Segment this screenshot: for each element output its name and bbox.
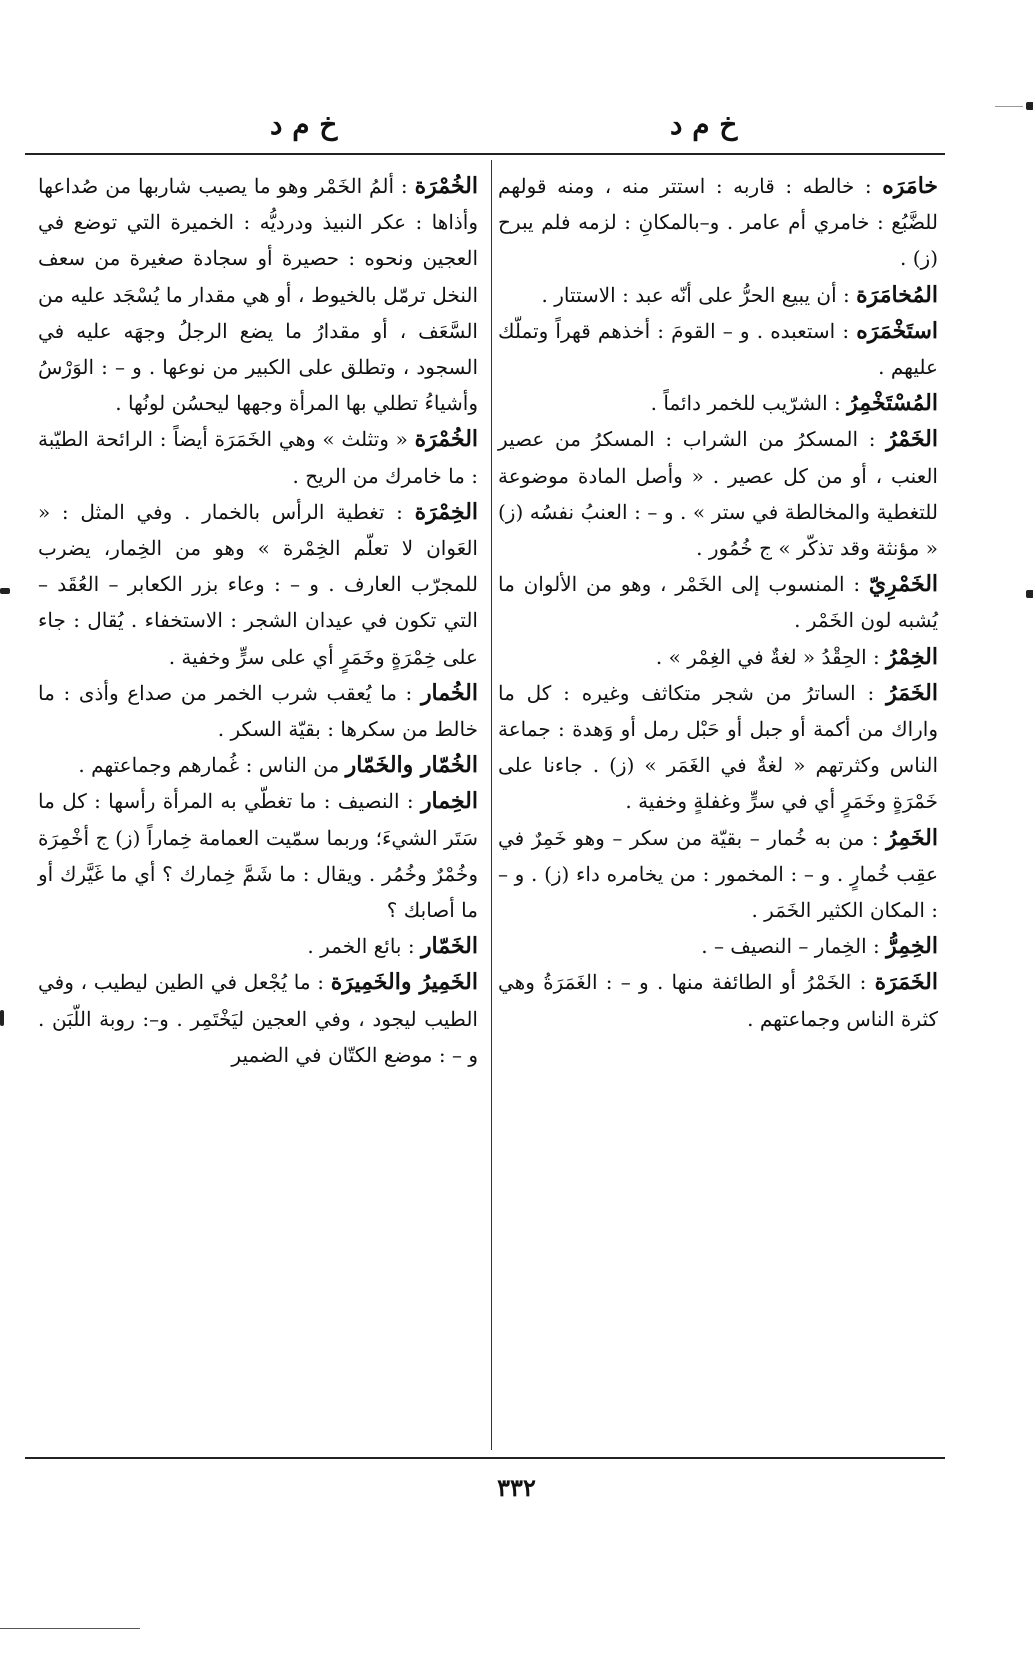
entry-headword: الخِمْرَة <box>414 498 479 525</box>
page-number: ٣٣٢ <box>497 1473 536 1502</box>
entry-definition: : ألمُ الخَمْر وهو ما يصيب شاربها من صُداعها وأذاها : عكر النبيذ ودرديُّه : الخميرة التي توضع في العجين ونحوه : حصيرة أو سجادة صغيرة من سعف النخل ترمّل بالخيوط ، أو هي مقدار ما يُسْجَد عليه من السَّعَف ، أو مقدارُ ما يضع الرجلُ وجهَه عليه في السجود ، وتطلق على الكبير من نوعها . و – : الوَرْسُ وأشياءُ تطلي بها المرأة وجهها ليحسُن لونُها . <box>38 174 479 416</box>
entry-headword: المُخامَرَة <box>856 281 938 308</box>
entry-headword: الخُمْرَة <box>414 426 479 453</box>
dictionary-entry <box>498 313 938 385</box>
entry-headword: الخُمّار والخَمّار <box>345 752 478 779</box>
margin-mark <box>0 1010 4 1026</box>
margin-mark <box>1026 590 1033 598</box>
dictionary-entry <box>498 639 938 675</box>
entry-definition: : ما يُعقب شرب الخمر من صداع وأذى : ما خالط من سكرها : بقيّة السكر . <box>38 680 478 742</box>
entry-headword: الخَمَرَة <box>874 969 938 996</box>
dictionary-entry <box>498 964 938 1036</box>
running-header-right: خ م د <box>670 108 738 141</box>
entry-headword: الخَمَرُ <box>886 679 938 706</box>
running-header-left: خ م د <box>270 108 338 141</box>
right-column <box>498 168 938 1037</box>
dictionary-entry <box>498 928 938 964</box>
entry-definition: : الساترُ من شجر متكاثف وغيره : كل ما واراك من أكمة أو جبل أو حَبْل رمل أو وَهدة : جماعة الناس وكثرتهم « لغةٌ في الغَمَر » (ز) . جاءنا على خَمْرَةٍ وخَمَرٍ أي في سرٍّ وغفلةٍ وخفية . <box>498 680 938 814</box>
entry-definition: : الخِمار – النصيف – . <box>701 934 880 959</box>
margin-mark <box>0 588 10 594</box>
entry-definition: : بائع الخمر . <box>307 934 415 959</box>
entry-definition: : تغطية الرأس بالخمار . وفي المثل : « العَوان لا تعلّم الخِمْرة » وهو من الخِمار، يضرب للمجرّب العارف . و – : وعاء بزر الكعابر – العُقَد – التي تكون في عيدان الشجر : الاستخفاء . يُقال : جاء على خِمْرَةٍ وخَمَرٍ أي على سرٍّ وخفية . <box>38 499 478 669</box>
dictionary-entry <box>38 168 478 421</box>
entry-headword: الخَمِيرُ والخَمِيرَة <box>330 969 478 996</box>
entry-headword: الخِمْرُ <box>886 643 938 670</box>
dictionary-entry <box>38 494 478 675</box>
entry-headword: الخُمْرَة <box>414 173 478 199</box>
entry-definition: : من به خُمار – بقيّة من سكر – وهو خَمِرٌ في عقِب خُمارٍ . و – : المخمور : من يخامره داء (ز) . و – : المكان الكثير الخَمَر . <box>498 825 938 923</box>
header-rule <box>25 153 945 155</box>
dictionary-entry <box>38 783 478 928</box>
entry-headword: الخَمْرُ <box>886 426 938 453</box>
dictionary-entry <box>498 820 938 929</box>
entry-definition: : استعبده . و – القومَ : أخذهم قهراً وتملّك عليهم . <box>498 318 938 380</box>
entry-definition: : خالطه : قاربه : استتر منه ، ومنه قولهم للضَّبُع : خامري أم عامر . و–بالمكانِ : لزمه فلم يبرح (ز) . <box>498 174 938 271</box>
entry-definition: « وتثلث » وهي الخَمَرَة أيضاً : الرائحة الطيّبة : ما خامرك من الريح . <box>38 427 478 488</box>
margin-mark <box>1026 102 1033 110</box>
dictionary-entry <box>38 675 478 747</box>
entry-definition: : ما يُجْعل في الطين ليطيب ، وفي الطيب ليجود ، وفي العجين ليَخْتَمِر . و–: روبة اللّبَن . و – : موضع الكتّان في الضمير <box>38 970 478 1067</box>
entry-headword: الخَمِرُ <box>886 824 938 851</box>
dictionary-entry <box>498 385 938 421</box>
entry-definition: : الخَمْرُ أو الطائفة منها . و – : الغَمَرَةُ وهي كثرة الناس وجماعتهم . <box>498 970 938 1031</box>
entry-headword: خامَرَه <box>882 173 939 199</box>
dictionary-entry <box>498 421 938 566</box>
entry-headword: الخَمّار <box>420 933 478 960</box>
entry-definition: من الناس : غُمارهم وجماعتهم . <box>78 753 340 778</box>
entry-headword: الخَمْرِيّ <box>868 571 939 598</box>
footer-rule <box>25 1457 945 1459</box>
entry-definition: : المسكرُ من الشراب : المسكرُ من عصير العنب ، أو من كل عصير . « وأصل المادة موضوعة للتغطية والمخالطة في ستر » . و – : العنبُ نفسُه (ز) « مؤنثة وقد تذكّر » ج خُمُور . <box>498 427 938 561</box>
dictionary-entry <box>498 675 938 820</box>
bottom-line <box>0 1628 140 1629</box>
column-divider <box>491 160 492 1450</box>
dictionary-entry <box>498 168 938 277</box>
entry-definition: : الحِقْدُ « لغةٌ في الغِمْر » . <box>655 644 880 669</box>
entry-headword: الخُمار <box>420 679 478 706</box>
dictionary-entry <box>38 421 478 493</box>
dictionary-entry <box>498 277 938 313</box>
entry-headword: استَخْمَرَه <box>856 317 938 344</box>
scan-mark <box>995 106 1023 107</box>
dictionary-entry <box>38 928 478 964</box>
entry-definition: : أن يبيع الحرُّ على أنّه عبد : الاستتار . <box>541 282 850 307</box>
dictionary-entry <box>38 747 478 783</box>
entry-headword: الخِمار <box>420 788 478 815</box>
entry-definition: : المنسوب إلى الخَمْر ، وهو من الألوان ما يُشبه لون الخَمْر . <box>498 572 938 633</box>
entry-definition: : النصيف : ما تغطّي به المرأة رأسها : كل ما سَتَر الشيءَ؛ وربما سمّيت العمامة خِماراً (ز) ج أخْمِرَة وخُمْرٌ وخُمُر . ويقال : ما شَمَّ خِمارك ؟ أي ما غَيَّرك أو ما أصابك ؟ <box>38 789 478 923</box>
left-column <box>38 168 478 1073</box>
entry-headword: المُسْتَخْمِرُ <box>847 390 938 417</box>
dictionary-entry <box>498 566 938 638</box>
entry-definition: : الشرّيب للخمر دائماً . <box>650 391 841 416</box>
entry-headword: الخِمِرُّ <box>886 933 938 960</box>
dictionary-entry <box>38 964 478 1073</box>
